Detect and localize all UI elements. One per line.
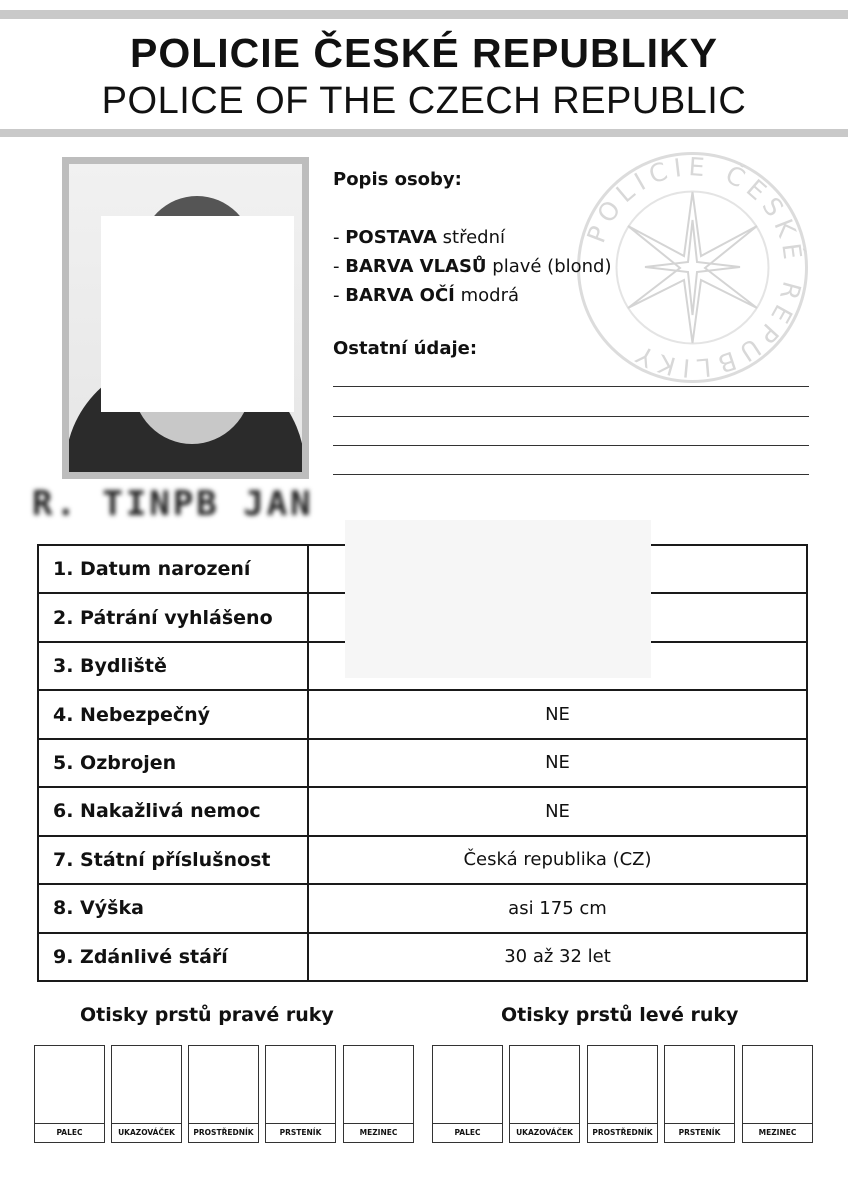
svg-text:POLICIE ČESKÉ REPUBLIKY [581,152,808,383]
title-english: POLICE OF THE CZECH REPUBLIC [101,80,747,122]
details-redaction [345,520,651,678]
description-label: POSTAVA [345,227,437,248]
fingerprint-box-right-middle [188,1045,259,1143]
person-name: R. TINPB JAN [32,484,314,524]
table-row [38,690,807,738]
right-hand-title: Otisky prstů pravé ruky [80,1004,334,1026]
fingerprint-box-right-thumb [34,1045,105,1143]
table-row [38,933,807,982]
fingerprint-box-left-ring [664,1045,735,1143]
row-value: NE [308,690,807,738]
fingerprint-box-left-middle [587,1045,658,1143]
other-details-line [333,474,809,475]
description-value: střední [442,227,505,248]
description-heading: Popis osoby: [333,169,462,190]
finger-label: PROSTŘEDNÍK [189,1123,258,1142]
row-label: 1. Datum narození [38,545,308,593]
row-value: NE [308,739,807,787]
person-description [333,165,612,310]
photo-redaction [101,216,294,412]
row-value: asi 175 cm [308,884,807,932]
finger-label: PRSTENÍK [266,1123,335,1142]
top-rule [0,10,848,19]
row-label: 7. Státní příslušnost [38,836,308,884]
finger-label: PALEC [433,1123,502,1142]
row-label: 8. Výška [38,884,308,932]
row-label: 9. Zdánlivé stáří [38,933,308,982]
description-label: BARVA VLASŮ [345,256,487,277]
photo-image [69,164,302,472]
description-label: BARVA OČÍ [345,285,455,306]
row-label: 2. Pátrání vyhlášeno [38,593,308,641]
fingerprint-box-right-index [111,1045,182,1143]
left-hand-title: Otisky prstů levé ruky [501,1004,739,1026]
other-details-line [333,445,809,446]
description-item: - BARVA VLASŮ plavé (blond) [333,256,612,277]
finger-label: MEZINEC [344,1123,413,1142]
description-value: modrá [460,285,519,306]
finger-label: PROSTŘEDNÍK [588,1123,657,1142]
fingerprint-box-left-little [742,1045,813,1143]
emblem-star-icon [628,192,757,343]
row-label: 4. Nebezpečný [38,690,308,738]
finger-label: MEZINEC [743,1123,812,1142]
finger-label: UKAZOVÁČEK [112,1123,181,1142]
person-photo [62,157,309,479]
fingerprint-box-left-thumb [432,1045,503,1143]
table-row [38,787,807,835]
description-item: - BARVA OČÍ modrá [333,285,519,306]
row-label: 6. Nakažlivá nemoc [38,787,308,835]
table-row [38,884,807,932]
row-label: 5. Ozbrojen [38,739,308,787]
other-details-line [333,386,809,387]
fingerprint-box-right-ring [265,1045,336,1143]
row-value: 30 až 32 let [308,933,807,982]
row-value: NE [308,787,807,835]
title-czech: POLICIE ČESKÉ REPUBLIKY [130,30,718,76]
header-rule [0,129,848,137]
other-details-heading: Ostatní údaje: [333,338,478,359]
fingerprint-box-right-little [343,1045,414,1143]
table-row [38,739,807,787]
emblem-text: POLICIE ČESKÉ REPUBLIKY [581,152,808,383]
description-item: - POSTAVA střední [333,227,505,248]
description-value: plavé (blond) [492,256,612,277]
table-row [38,836,807,884]
finger-label: UKAZOVÁČEK [510,1123,579,1142]
finger-label: PALEC [35,1123,104,1142]
row-value: Česká republika (CZ) [308,836,807,884]
finger-label: PRSTENÍK [665,1123,734,1142]
row-label: 3. Bydliště [38,642,308,690]
fingerprint-box-left-index [509,1045,580,1143]
other-details-line [333,416,809,417]
